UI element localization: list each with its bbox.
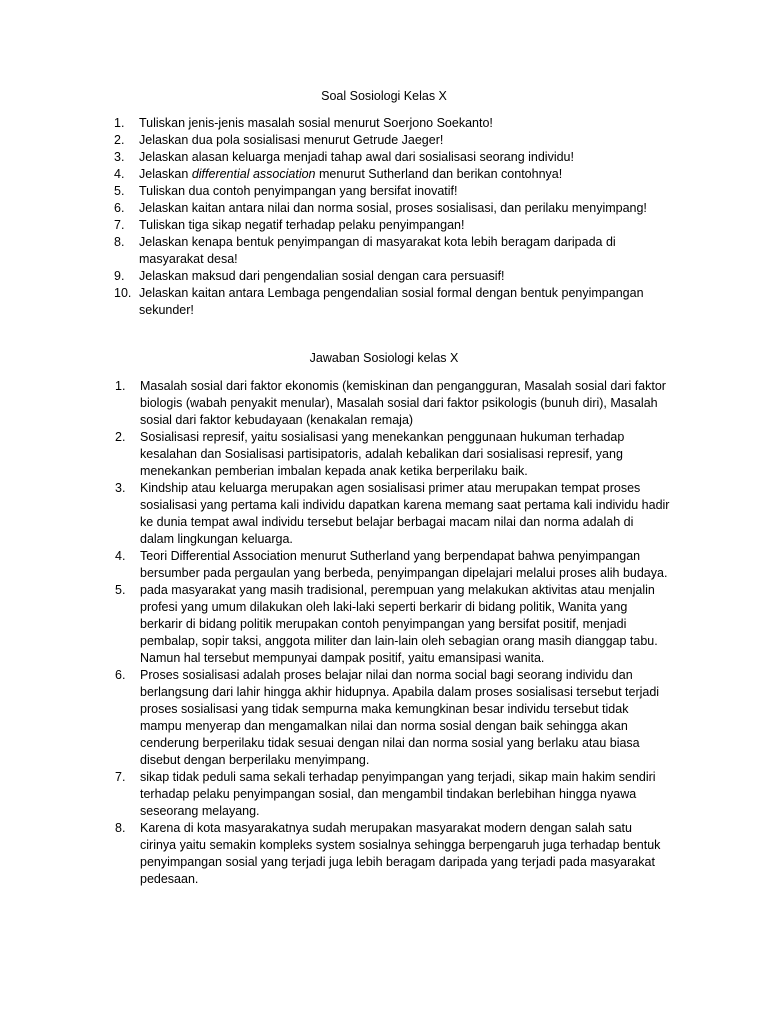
question-number: 7. <box>114 218 125 232</box>
question-number: 10. <box>114 286 132 300</box>
answer-item <box>0 480 670 548</box>
question-item <box>0 115 669 132</box>
question-text: Jelaskan kaitan antara Lembaga pengendalian sosial formal dengan bentuk penyimpangan sekunder! <box>139 286 644 317</box>
question-text: Jelaskan dua pola sosialisasi menurut Getrude Jaeger! <box>139 133 444 147</box>
answer-item <box>0 769 670 820</box>
answer-number: 7. <box>115 770 126 784</box>
answer-text: Teori Differential Association menurut Sutherland yang berpendapat bahwa penyimpangan bersumber pada pergaulan yang berbeda, penyimpangan dipelajari melalui proses alih budaya. <box>140 549 668 580</box>
question-number: 5. <box>114 184 125 198</box>
questions-title: Soal Sosiologi Kelas X <box>321 89 447 103</box>
question-item <box>0 217 669 234</box>
answer-item <box>0 378 670 429</box>
answer-item <box>0 667 670 769</box>
question-number: 9. <box>114 269 125 283</box>
answer-number: 3. <box>115 481 126 495</box>
answer-number: 4. <box>115 549 126 563</box>
question-text: Jelaskan kaitan antara nilai dan norma sosial, proses sosialisasi, dan perilaku menyimpang! <box>139 201 647 215</box>
answers-list <box>0 378 768 888</box>
question-number: 8. <box>114 235 125 249</box>
question-item <box>0 166 669 183</box>
question-text: Jelaskan kenapa bentuk penyimpangan di masyarakat kota lebih beragam daripada di masyarakat desa! <box>139 235 616 266</box>
question-text: Tuliskan dua contoh penyimpangan yang bersifat inovatif! <box>139 184 458 198</box>
question-text: Jelaskan alasan keluarga menjadi tahap awal dari sosialisasi seorang individu! <box>139 150 574 164</box>
answer-number: 8. <box>115 821 126 835</box>
answer-number: 1. <box>115 379 126 393</box>
answer-text: Sosialisasi represif, yaitu sosialisasi yang menekankan penggunaan hukuman terhadap kesalahan dan Sosialisasi partisipatoris, adalah kebalikan dari sosialisasi represif, yang menekankan pemberian imbalan kepada anak ketika berperilaku baik. <box>140 430 625 478</box>
answer-text: Karena di kota masyarakatnya sudah merupakan masyarakat modern dengan salah satu cirinya yaitu semakin kompleks system sosialnya sehingga berpengaruh juga terhadap bentuk penyimpangan sosial yang terjadi juga lebih beragam daripada yang terjadi pada masyarakat pedesaan. <box>140 821 661 886</box>
question-number: 4. <box>114 167 125 181</box>
answer-text: Proses sosialisasi adalah proses belajar nilai dan norma social bagi seorang individu dan berlangsung dari lahir hingga akhir hidupnya. Apabila dalam proses sosialisasi tersebut terjadi proses sosialisasi yang tidak sempurna maka kemungkinan besar individu tersebut tidak mampu menyerap dan mengamalkan nilai dan norma sosial dengan baik sehingga akan cenderung berperilaku tidak sesuai dengan nilai dan norma sosial yang berlaku atau biasa disebut dengan berperilaku menyimpang. <box>140 668 660 767</box>
question-item <box>0 183 669 200</box>
answers-title: Jawaban Sosiologi kelas X <box>309 351 459 365</box>
question-number: 6. <box>114 201 125 215</box>
answer-item <box>0 582 670 667</box>
answer-text: Masalah sosial dari faktor ekonomis (kemiskinan dan pengangguran, Masalah sosial dari faktor biologis (wabah penyakit menular), Masalah sosial dari faktor psikologis (bunuh diri), Masalah sosial dari faktor kebudayaan (kenakalan remaja) <box>140 379 666 427</box>
answer-item <box>0 820 670 888</box>
questions-list <box>0 115 768 319</box>
question-number: 3. <box>114 150 125 164</box>
question-number: 1. <box>114 116 125 130</box>
answer-item <box>0 429 670 480</box>
question-text: Jelaskan maksud dari pengendalian sosial dengan cara persuasif! <box>139 269 505 283</box>
answer-text: Kindship atau keluarga merupakan agen sosialisasi primer atau merupakan tempat proses sosialisasi yang pertama kali individu dapatkan karena memang saat pertama kali individu hadir ke dunia tempat awal individu tersebut belajar berbagai macam nilai dan norma adalah di dalam lingkungan keluarga. <box>140 481 670 546</box>
question-number: 2. <box>114 133 125 147</box>
question-item <box>0 200 669 217</box>
question-text-pre: Jelaskan <box>139 167 192 181</box>
answer-number: 5. <box>115 583 126 597</box>
answer-text: pada masyarakat yang masih tradisional, perempuan yang melakukan aktivitas atau menjalin profesi yang umum dilakukan oleh laki-laki seperti berkarir di bidang politik, Wanita yang berkarir di bidang politik merupakan contoh penyimpangan yang bersifat positif, menjadi pembalap, sopir taksi, anggota militer dan lain-lain oleh sebagian orang masih dianggap tabu. Namun hal tersebut mempunyai dampak positif, yaitu emansipasi wanita. <box>140 583 658 665</box>
question-text: Tuliskan jenis-jenis masalah sosial menurut Soerjono Soekanto! <box>139 116 493 130</box>
question-item <box>0 268 669 285</box>
question-item <box>0 149 669 166</box>
answer-text: sikap tidak peduli sama sekali terhadap penyimpangan yang terjadi, sikap main hakim sendiri terhadap pelaku penyimpangan sosial, dan mengambil tindakan berlebihan hingga nyawa seseorang melayang. <box>140 770 656 818</box>
answer-number: 6. <box>115 668 126 682</box>
question-text: Tuliskan tiga sikap negatif terhadap pelaku penyimpangan! <box>139 218 465 232</box>
answer-number: 2. <box>115 430 126 444</box>
question-text-italic: differential association <box>191 167 316 181</box>
question-item <box>0 132 669 149</box>
question-item <box>0 285 669 319</box>
answer-item <box>0 548 670 582</box>
question-text-post: menurut Sutherland dan berikan contohnya! <box>315 167 563 181</box>
question-item <box>0 234 669 268</box>
